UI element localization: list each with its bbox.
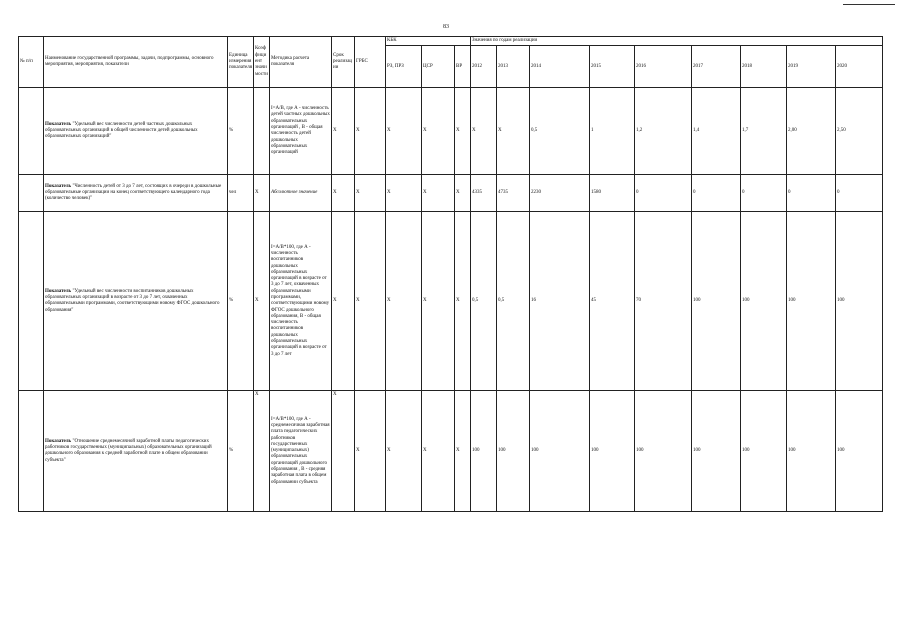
cell-coef (254, 88, 270, 175)
indicator-label: Показатель (45, 183, 72, 189)
cell-2013: 100 (497, 391, 530, 512)
cell-2018: 0 (741, 175, 787, 212)
top-rule (843, 4, 895, 5)
indicator-label: Показатель (45, 121, 72, 127)
cell-2015: 100 (590, 391, 635, 512)
indicator-text: "Отношение среднемесячной заработной платы педагогических работников государственных (муниципальных) образовательных организаций дошкольного образования к средней заработной плате в общем образовании субъекта" (45, 438, 212, 463)
cell-indicator-name (44, 212, 228, 391)
cell-grbs: X (355, 88, 386, 175)
header-values-by-years: Значения по годам реализации (471, 37, 883, 46)
cell-2019: 2,00 (787, 88, 836, 175)
cell-vr: X (455, 175, 471, 212)
cell-csr: X (422, 88, 455, 175)
indicator-text: "Удельный вес численности воспитанников дошкольных образовательных организаций в возрасте от 3 до 7 лет, охваченных образовательными программами, соответствующими новому ФГОС дошкольного образования" (45, 288, 220, 313)
header-year-2017: 2017 (692, 46, 741, 88)
cell-rz: X (386, 175, 422, 212)
cell-csr: X (422, 175, 455, 212)
cell-method: I=A/B*100, где А - среднемесячная заработная плата педагогических работников государственных (муниципальных) образовательных организаций дошкольного образования , В - средняя заработная плата в общем образовании субъекта (270, 391, 332, 512)
table-row (19, 175, 883, 212)
cell-2019: 0 (787, 175, 836, 212)
cell-num (19, 88, 44, 175)
cell-2016: 70 (635, 212, 692, 391)
cell-2014: 0,5 (530, 88, 590, 175)
cell-2013: X (497, 88, 530, 175)
cell-2017: 1,4 (692, 88, 741, 175)
table-row (19, 212, 883, 391)
header-kbk-csr: ЦСР (422, 46, 455, 88)
cell-vr: X (455, 88, 471, 175)
header-year-2018: 2018 (741, 46, 787, 88)
cell-term: X (332, 175, 355, 212)
cell-rz: X (386, 212, 422, 391)
cell-vr: X (455, 391, 471, 512)
cell-2020: 2,50 (836, 88, 883, 175)
header-year-2015: 2015 (590, 46, 635, 88)
cell-coef: X (254, 175, 270, 212)
header-year-2016: 2016 (635, 46, 692, 88)
cell-grbs: X (355, 391, 386, 512)
indicator-text: "Удельный вес численности детей частных дошкольных образовательных организаций в общей численности детей дошкольных образовательных организаций" (45, 121, 198, 140)
cell-2012: 4335 (471, 175, 497, 212)
cell-csr: X (422, 212, 455, 391)
cell-unit: % (228, 391, 254, 512)
cell-2017: 0 (692, 175, 741, 212)
cell-2012: 100 (471, 391, 497, 512)
cell-num (19, 391, 44, 512)
cell-2018: 100 (741, 391, 787, 512)
header-kbk-vr: ВР (455, 46, 471, 88)
cell-2012: X (471, 88, 497, 175)
header-method: Методика расчета показателя (270, 37, 332, 88)
table-row (19, 391, 883, 512)
header-name: Наименование государственной программы, задачи, подпрограммы, основного мероприятия, мероприятия, показатели (44, 37, 228, 88)
page-number: 83 (443, 24, 449, 30)
cell-2018: 100 (741, 212, 787, 391)
cell-indicator-name (44, 391, 228, 512)
cell-method: I=A/B, где А - численность детей частных дошкольных образовательных организаций , В - общая численность детей дошкольных образовательных организаций (270, 88, 332, 175)
header-year-2014: 2014 (530, 46, 590, 88)
cell-num (19, 175, 44, 212)
header-grbs: ГРБС (355, 37, 386, 88)
cell-2015: 1580 (590, 175, 635, 212)
indicator-label: Показатель (45, 288, 72, 294)
header-year-2020: 2020 (836, 46, 883, 88)
cell-2014: 100 (530, 391, 590, 512)
cell-rz: X (386, 391, 422, 512)
indicator-text: "Численность детей от 3 до 7 лет, состоящих в очереди в дошкольные образовательные организации на конец соответствующего календарного года (количество человек)" (45, 183, 222, 202)
cell-2017: 100 (692, 212, 741, 391)
cell-2019: 100 (787, 212, 836, 391)
cell-2012: 0,5 (471, 212, 497, 391)
cell-2015: 45 (590, 212, 635, 391)
cell-vr: X (455, 212, 471, 391)
cell-2016: 1,2 (635, 88, 692, 175)
cell-2019: 100 (787, 391, 836, 512)
cell-num (19, 212, 44, 391)
cell-unit: чел (228, 175, 254, 212)
cell-2020: 100 (836, 212, 883, 391)
header-year-2019: 2019 (787, 46, 836, 88)
cell-unit: % (228, 212, 254, 391)
indicator-label: Показатель (45, 438, 72, 444)
header-row-1 (19, 37, 883, 46)
header-num: № п/п (19, 37, 44, 88)
cell-unit: % (228, 88, 254, 175)
cell-indicator-name (44, 88, 228, 175)
header-year-2012: 2012 (471, 46, 497, 88)
cell-csr: X (422, 391, 455, 512)
header-term: Срок реализации (332, 37, 355, 88)
cell-term: X (332, 88, 355, 175)
cell-coef: X (254, 212, 270, 391)
cell-2017: 100 (692, 391, 741, 512)
cell-2013: 4735 (497, 175, 530, 212)
cell-2014: 2230 (530, 175, 590, 212)
header-kbk-rz: РЗ, ПРЗ (386, 46, 422, 88)
cell-grbs: X (355, 175, 386, 212)
header-unit: Единица измерения показателя (228, 37, 254, 88)
cell-2016: 0 (635, 175, 692, 212)
cell-2013: 0,5 (497, 212, 530, 391)
cell-2014: 16 (530, 212, 590, 391)
cell-indicator-name (44, 175, 228, 212)
header-coef: Коэффициент значимости (254, 37, 270, 88)
cell-2015: 1 (590, 88, 635, 175)
cell-rz: X (386, 88, 422, 175)
cell-method: Абсолютное значение (270, 175, 332, 212)
cell-method: I=A/B*100, где А - численность воспитанников дошкольных образовательных организаций в возрасте от 3 до 7 лет, охваченных образовательными программами, соответствующими новому ФГОС дошкольного образования, В - общая численность воспитанников дошкольных образовательных организаций в возрасте от 3 до 7 лет (270, 212, 332, 391)
cell-coef: X (254, 391, 270, 512)
cell-2016: 100 (635, 391, 692, 512)
table-row (19, 88, 883, 175)
header-year-2013: 2013 (497, 46, 530, 88)
header-kbk: КБК (386, 37, 471, 46)
cell-2020: 100 (836, 391, 883, 512)
cell-grbs: X (355, 212, 386, 391)
indicators-table (18, 36, 883, 512)
cell-term: X (332, 391, 355, 512)
cell-term: X (332, 212, 355, 391)
cell-2018: 1,7 (741, 88, 787, 175)
cell-2020: 0 (836, 175, 883, 212)
